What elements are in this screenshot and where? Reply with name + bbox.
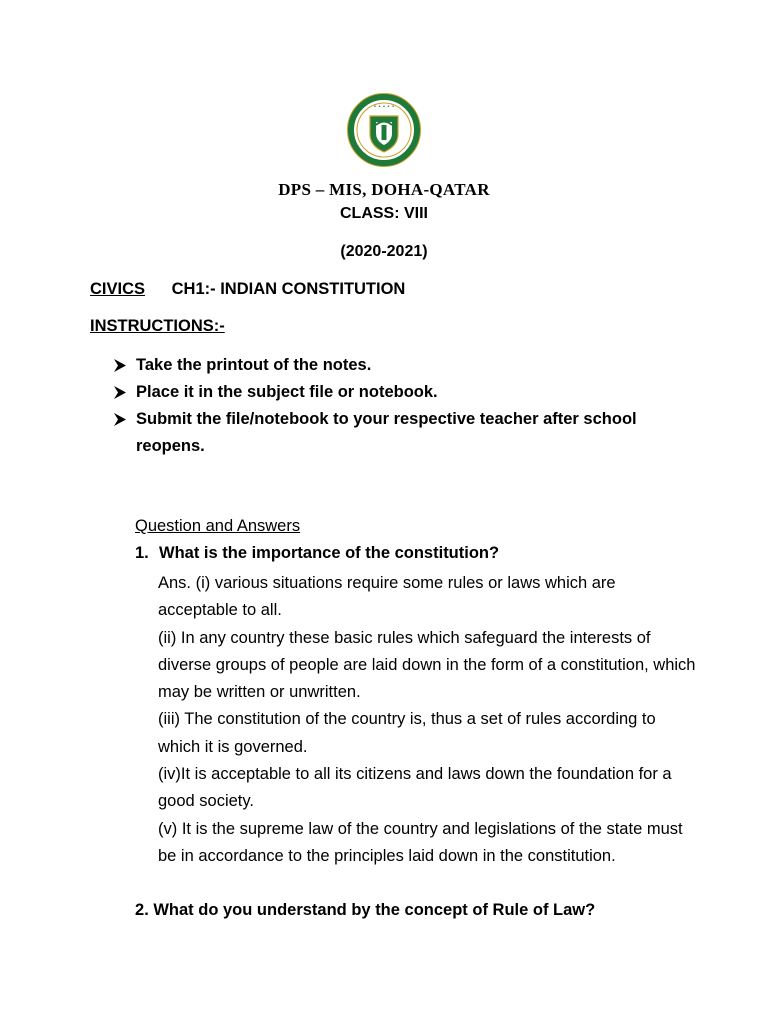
subject-name: CIVICS bbox=[90, 280, 146, 298]
instruction-text: Place it in the subject file or notebook. bbox=[136, 383, 438, 401]
instruction-item bbox=[112, 352, 692, 379]
instructions-list bbox=[112, 352, 692, 460]
question-1 bbox=[135, 544, 499, 563]
answer-paragraph: (iv)It is acceptable to all its citizens and laws down the foundation for a good society. bbox=[158, 765, 672, 811]
school-name: DPS – MIS, DOHA-QATAR bbox=[278, 180, 490, 199]
school-crest-logo bbox=[346, 92, 422, 168]
answer-1 bbox=[158, 570, 698, 870]
chapter-title: CH1:- INDIAN CONSTITUTION bbox=[171, 280, 406, 298]
answer-paragraph: (iii) The constitution of the country is, thus a set of rules according to which it is governed. bbox=[158, 710, 656, 756]
answer-paragraph: Ans. (i) various situations require some rules or laws which are acceptable to all. bbox=[158, 574, 616, 620]
instructions-heading: INSTRUCTIONS:- bbox=[90, 317, 225, 335]
question-2 bbox=[135, 901, 595, 920]
question-number: 1. bbox=[135, 544, 149, 562]
subject-row bbox=[90, 280, 405, 299]
question-text: . What do you understand by the concept of Rule of Law? bbox=[144, 901, 596, 919]
instruction-item bbox=[112, 406, 692, 460]
class-label: CLASS: VIII bbox=[339, 205, 428, 222]
svg-text:• • • • •: • • • • • bbox=[373, 104, 395, 110]
question-text: What is the importance of the constitution? bbox=[159, 544, 500, 562]
question-number: 2 bbox=[135, 901, 145, 919]
arrowhead-bullet-icon bbox=[112, 406, 128, 433]
instruction-text: Submit the file/notebook to your respective teacher after school reopens. bbox=[136, 410, 637, 455]
academic-year: (2020-2021) bbox=[340, 243, 428, 260]
instruction-item bbox=[112, 379, 692, 406]
instruction-text: Take the printout of the notes. bbox=[136, 356, 372, 374]
answer-paragraph: (ii) In any country these basic rules which safeguard the interests of diverse groups of people are laid down in the form of a constitution, which may be written or unwritten. bbox=[158, 628, 696, 702]
arrowhead-bullet-icon bbox=[112, 352, 128, 379]
answer-paragraph: (v) It is the supreme law of the country and legislations of the state must be in accordance to the principles laid down in the constitution. bbox=[158, 819, 683, 865]
arrowhead-bullet-icon bbox=[112, 379, 128, 406]
qa-heading: Question and Answers bbox=[135, 517, 301, 535]
